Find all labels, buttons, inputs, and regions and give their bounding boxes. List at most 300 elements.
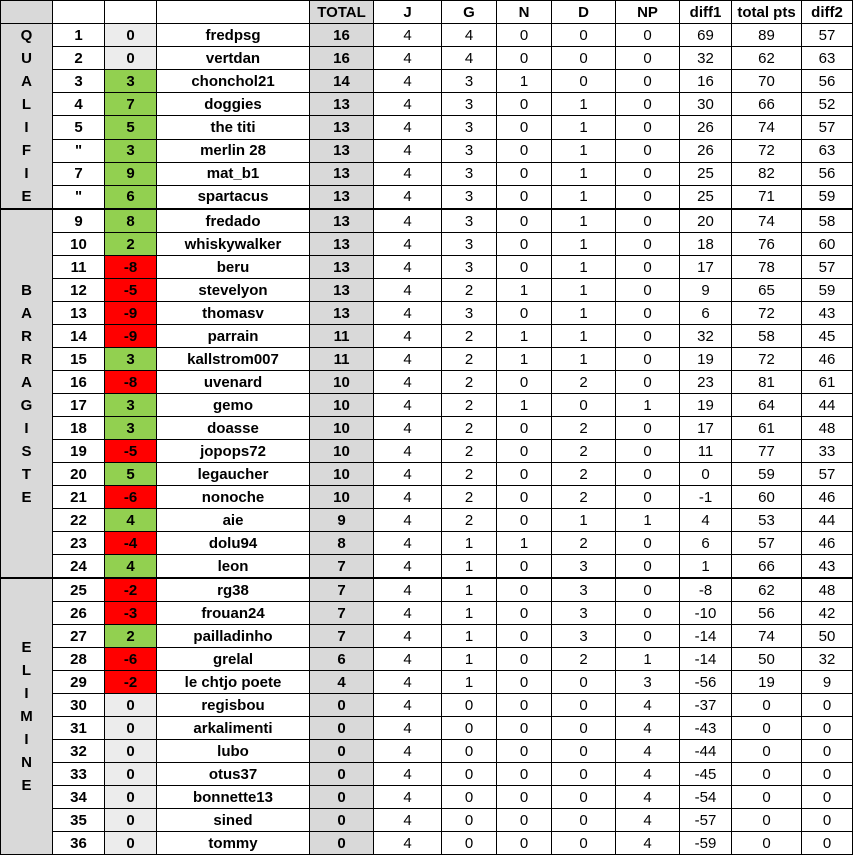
np-cell: 0	[616, 625, 680, 648]
d-cell: 0	[552, 47, 616, 70]
rank-cell: 33	[53, 763, 105, 786]
move-cell: 5	[105, 463, 157, 486]
diff1-cell: -56	[680, 671, 732, 694]
j-cell: 4	[374, 602, 442, 625]
player-name: fredpsg	[157, 24, 310, 47]
total-pts-cell: 62	[732, 47, 802, 70]
np-cell: 0	[616, 371, 680, 394]
d-cell: 1	[552, 209, 616, 233]
rank-cell: 35	[53, 809, 105, 832]
total-cell: 11	[310, 348, 374, 371]
g-cell: 3	[442, 93, 497, 116]
move-cell: 3	[105, 348, 157, 371]
header-total: TOTAL	[310, 1, 374, 24]
np-cell: 0	[616, 602, 680, 625]
np-cell: 0	[616, 555, 680, 579]
n-cell: 0	[497, 809, 552, 832]
diff1-cell: 6	[680, 532, 732, 555]
np-cell: 0	[616, 209, 680, 233]
n-cell: 0	[497, 578, 552, 602]
move-cell: -6	[105, 648, 157, 671]
total-cell: 0	[310, 763, 374, 786]
rank-cell: 2	[53, 47, 105, 70]
d-cell: 3	[552, 625, 616, 648]
total-cell: 10	[310, 440, 374, 463]
move-cell: -3	[105, 602, 157, 625]
player-name: regisbou	[157, 694, 310, 717]
n-cell: 0	[497, 602, 552, 625]
table-row	[1, 694, 853, 717]
section-letter: I	[24, 119, 29, 136]
j-cell: 4	[374, 832, 442, 855]
g-cell: 4	[442, 47, 497, 70]
table-row	[1, 532, 853, 555]
n-cell: 1	[497, 394, 552, 417]
np-cell: 0	[616, 578, 680, 602]
player-name: bonnette13	[157, 786, 310, 809]
move-cell: 2	[105, 233, 157, 256]
diff1-cell: -54	[680, 786, 732, 809]
diff2-cell: 48	[802, 417, 853, 440]
total-cell: 7	[310, 602, 374, 625]
total-pts-cell: 78	[732, 256, 802, 279]
total-cell: 13	[310, 209, 374, 233]
diff1-cell: 11	[680, 440, 732, 463]
player-name: dolu94	[157, 532, 310, 555]
np-cell: 0	[616, 233, 680, 256]
n-cell: 1	[497, 348, 552, 371]
np-cell: 4	[616, 740, 680, 763]
n-cell: 0	[497, 486, 552, 509]
diff2-cell: 57	[802, 24, 853, 47]
rank-cell: 23	[53, 532, 105, 555]
total-pts-cell: 70	[732, 70, 802, 93]
section-letter: L	[21, 662, 32, 679]
total-pts-cell: 57	[732, 532, 802, 555]
total-pts-cell: 61	[732, 417, 802, 440]
player-name: merlin 28	[157, 139, 310, 162]
g-cell: 2	[442, 417, 497, 440]
player-name: gemo	[157, 394, 310, 417]
total-cell: 0	[310, 694, 374, 717]
diff1-cell: 16	[680, 70, 732, 93]
table-row	[1, 279, 853, 302]
np-cell: 4	[616, 717, 680, 740]
np-cell: 0	[616, 279, 680, 302]
total-cell: 13	[310, 185, 374, 209]
header-d: D	[552, 1, 616, 24]
n-cell: 0	[497, 671, 552, 694]
section-letter: I	[24, 419, 29, 437]
player-name: kallstrom007	[157, 348, 310, 371]
total-cell: 4	[310, 671, 374, 694]
g-cell: 0	[442, 763, 497, 786]
move-cell: 0	[105, 47, 157, 70]
player-name: doggies	[157, 93, 310, 116]
d-cell: 1	[552, 509, 616, 532]
diff1-cell: 69	[680, 24, 732, 47]
n-cell: 0	[497, 24, 552, 47]
total-pts-cell: 81	[732, 371, 802, 394]
diff2-cell: 52	[802, 93, 853, 116]
total-pts-cell: 64	[732, 394, 802, 417]
g-cell: 3	[442, 209, 497, 233]
n-cell: 0	[497, 185, 552, 209]
table-row	[1, 162, 853, 185]
rank-cell: 10	[53, 233, 105, 256]
np-cell: 0	[616, 302, 680, 325]
np-cell: 0	[616, 486, 680, 509]
rank-cell: 31	[53, 717, 105, 740]
j-cell: 4	[374, 93, 442, 116]
header-g: G	[442, 1, 497, 24]
move-cell: -2	[105, 671, 157, 694]
j-cell: 4	[374, 371, 442, 394]
section-letter: L	[21, 96, 32, 113]
total-pts-cell: 50	[732, 648, 802, 671]
player-name: whiskywalker	[157, 233, 310, 256]
header-j: J	[374, 1, 442, 24]
table-row	[1, 417, 853, 440]
table-row	[1, 233, 853, 256]
d-cell: 1	[552, 139, 616, 162]
n-cell: 0	[497, 417, 552, 440]
np-cell: 3	[616, 671, 680, 694]
d-cell: 2	[552, 486, 616, 509]
d-cell: 0	[552, 694, 616, 717]
diff2-cell: 56	[802, 70, 853, 93]
player-name: beru	[157, 256, 310, 279]
total-pts-cell: 60	[732, 486, 802, 509]
n-cell: 1	[497, 532, 552, 555]
section-letter: I	[24, 165, 29, 182]
j-cell: 4	[374, 233, 442, 256]
j-cell: 4	[374, 648, 442, 671]
d-cell: 1	[552, 233, 616, 256]
move-cell: 3	[105, 394, 157, 417]
move-cell: 3	[105, 70, 157, 93]
total-pts-cell: 62	[732, 578, 802, 602]
diff1-cell: -45	[680, 763, 732, 786]
rank-cell: 14	[53, 325, 105, 348]
n-cell: 0	[497, 209, 552, 233]
rank-cell: 25	[53, 578, 105, 602]
rank-cell: 27	[53, 625, 105, 648]
n-cell: 0	[497, 440, 552, 463]
rank-cell: 7	[53, 162, 105, 185]
total-cell: 10	[310, 371, 374, 394]
n-cell: 0	[497, 233, 552, 256]
section-label	[1, 209, 53, 578]
diff2-cell: 61	[802, 371, 853, 394]
diff2-cell: 0	[802, 717, 853, 740]
total-pts-cell: 59	[732, 463, 802, 486]
np-cell: 0	[616, 325, 680, 348]
diff2-cell: 63	[802, 139, 853, 162]
diff1-cell: 25	[680, 162, 732, 185]
rank-cell: 22	[53, 509, 105, 532]
player-name: thomasv	[157, 302, 310, 325]
np-cell: 0	[616, 162, 680, 185]
section-label	[1, 578, 53, 855]
np-cell: 0	[616, 24, 680, 47]
g-cell: 2	[442, 394, 497, 417]
diff1-cell: 0	[680, 463, 732, 486]
diff1-cell: 20	[680, 209, 732, 233]
diff1-cell: -37	[680, 694, 732, 717]
player-name: le chtjo poete	[157, 671, 310, 694]
np-cell: 0	[616, 348, 680, 371]
section-letter: U	[21, 50, 32, 67]
move-cell: 0	[105, 694, 157, 717]
total-cell: 11	[310, 325, 374, 348]
diff1-cell: 17	[680, 256, 732, 279]
np-cell: 0	[616, 93, 680, 116]
total-pts-cell: 0	[732, 717, 802, 740]
player-name: otus37	[157, 763, 310, 786]
total-cell: 8	[310, 532, 374, 555]
player-name: rg38	[157, 578, 310, 602]
player-name: frouan24	[157, 602, 310, 625]
player-name: chonchol21	[157, 70, 310, 93]
total-pts-cell: 0	[732, 832, 802, 855]
diff2-cell: 46	[802, 348, 853, 371]
rank-cell: 5	[53, 116, 105, 139]
table-row	[1, 509, 853, 532]
total-cell: 13	[310, 233, 374, 256]
g-cell: 1	[442, 578, 497, 602]
j-cell: 4	[374, 394, 442, 417]
n-cell: 0	[497, 116, 552, 139]
d-cell: 2	[552, 417, 616, 440]
move-cell: 8	[105, 209, 157, 233]
player-name: grelal	[157, 648, 310, 671]
g-cell: 2	[442, 440, 497, 463]
table-row	[1, 763, 853, 786]
player-name: legaucher	[157, 463, 310, 486]
total-cell: 10	[310, 486, 374, 509]
total-pts-cell: 56	[732, 602, 802, 625]
rank-cell: 36	[53, 832, 105, 855]
d-cell: 0	[552, 809, 616, 832]
n-cell: 0	[497, 740, 552, 763]
diff2-cell: 57	[802, 256, 853, 279]
d-cell: 0	[552, 740, 616, 763]
total-pts-cell: 0	[732, 763, 802, 786]
total-pts-cell: 74	[732, 625, 802, 648]
total-cell: 10	[310, 394, 374, 417]
n-cell: 0	[497, 625, 552, 648]
rank-cell: 29	[53, 671, 105, 694]
d-cell: 1	[552, 162, 616, 185]
np-cell: 0	[616, 47, 680, 70]
section-letter: A	[21, 73, 32, 90]
total-cell: 13	[310, 256, 374, 279]
d-cell: 2	[552, 371, 616, 394]
rank-cell: 3	[53, 70, 105, 93]
np-cell: 0	[616, 532, 680, 555]
total-pts-cell: 74	[732, 116, 802, 139]
table-row	[1, 394, 853, 417]
n-cell: 0	[497, 555, 552, 579]
diff2-cell: 0	[802, 694, 853, 717]
total-pts-cell: 89	[732, 24, 802, 47]
np-cell: 0	[616, 463, 680, 486]
diff2-cell: 0	[802, 763, 853, 786]
j-cell: 4	[374, 325, 442, 348]
d-cell: 1	[552, 348, 616, 371]
g-cell: 3	[442, 139, 497, 162]
total-pts-cell: 72	[732, 139, 802, 162]
diff1-cell: 26	[680, 116, 732, 139]
diff1-cell: -44	[680, 740, 732, 763]
player-name: nonoche	[157, 486, 310, 509]
header-row	[1, 1, 853, 24]
move-cell: 0	[105, 763, 157, 786]
table-row	[1, 256, 853, 279]
total-pts-cell: 72	[732, 302, 802, 325]
rank-cell: 34	[53, 786, 105, 809]
rank-cell: 28	[53, 648, 105, 671]
rank-cell: 18	[53, 417, 105, 440]
j-cell: 4	[374, 139, 442, 162]
d-cell: 3	[552, 578, 616, 602]
j-cell: 4	[374, 302, 442, 325]
move-cell: 5	[105, 116, 157, 139]
total-cell: 10	[310, 417, 374, 440]
d-cell: 0	[552, 394, 616, 417]
table-row	[1, 832, 853, 855]
header-diff1: diff1	[680, 1, 732, 24]
section-letter: M	[20, 708, 33, 725]
d-cell: 0	[552, 763, 616, 786]
j-cell: 4	[374, 625, 442, 648]
move-cell: 0	[105, 717, 157, 740]
j-cell: 4	[374, 509, 442, 532]
rank-cell: 26	[53, 602, 105, 625]
player-name: lubo	[157, 740, 310, 763]
total-cell: 7	[310, 578, 374, 602]
j-cell: 4	[374, 694, 442, 717]
diff1-cell: 18	[680, 233, 732, 256]
j-cell: 4	[374, 279, 442, 302]
total-pts-cell: 77	[732, 440, 802, 463]
total-pts-cell: 72	[732, 348, 802, 371]
section-letter: R	[21, 350, 32, 368]
diff2-cell: 63	[802, 47, 853, 70]
section-letter: T	[21, 465, 32, 483]
total-cell: 0	[310, 717, 374, 740]
diff1-cell: 1	[680, 555, 732, 579]
move-cell: 3	[105, 417, 157, 440]
table-row	[1, 648, 853, 671]
move-cell: -8	[105, 256, 157, 279]
total-pts-cell: 76	[732, 233, 802, 256]
j-cell: 4	[374, 463, 442, 486]
g-cell: 2	[442, 486, 497, 509]
header-blank-rank	[53, 1, 105, 24]
n-cell: 0	[497, 717, 552, 740]
diff1-cell: 32	[680, 47, 732, 70]
total-cell: 13	[310, 162, 374, 185]
diff2-cell: 60	[802, 233, 853, 256]
total-pts-cell: 65	[732, 279, 802, 302]
j-cell: 4	[374, 440, 442, 463]
header-n: N	[497, 1, 552, 24]
diff2-cell: 45	[802, 325, 853, 348]
diff1-cell: 19	[680, 394, 732, 417]
g-cell: 0	[442, 786, 497, 809]
table-row	[1, 325, 853, 348]
move-cell: -5	[105, 279, 157, 302]
j-cell: 4	[374, 740, 442, 763]
table-row	[1, 671, 853, 694]
rank-cell: "	[53, 139, 105, 162]
section-letter: E	[21, 639, 32, 656]
j-cell: 4	[374, 809, 442, 832]
table-row	[1, 740, 853, 763]
diff1-cell: 26	[680, 139, 732, 162]
total-pts-cell: 74	[732, 209, 802, 233]
table-row	[1, 625, 853, 648]
diff2-cell: 43	[802, 555, 853, 579]
standings-body	[1, 1, 853, 855]
table-row	[1, 602, 853, 625]
header-blank-move	[105, 1, 157, 24]
j-cell: 4	[374, 555, 442, 579]
table-row	[1, 185, 853, 209]
table-row	[1, 371, 853, 394]
move-cell: 6	[105, 185, 157, 209]
n-cell: 0	[497, 832, 552, 855]
d-cell: 1	[552, 256, 616, 279]
rank-cell: 9	[53, 209, 105, 233]
table-row	[1, 209, 853, 233]
header-diff2: diff2	[802, 1, 853, 24]
player-name: doasse	[157, 417, 310, 440]
np-cell: 0	[616, 256, 680, 279]
n-cell: 0	[497, 302, 552, 325]
move-cell: 4	[105, 555, 157, 579]
g-cell: 0	[442, 717, 497, 740]
n-cell: 0	[497, 763, 552, 786]
move-cell: -6	[105, 486, 157, 509]
table-row	[1, 486, 853, 509]
j-cell: 4	[374, 417, 442, 440]
total-cell: 0	[310, 740, 374, 763]
section-label	[1, 24, 53, 210]
section-letter: G	[20, 396, 33, 414]
total-cell: 13	[310, 302, 374, 325]
g-cell: 0	[442, 694, 497, 717]
np-cell: 0	[616, 116, 680, 139]
move-cell: -5	[105, 440, 157, 463]
move-cell: 3	[105, 139, 157, 162]
diff2-cell: 59	[802, 185, 853, 209]
np-cell: 1	[616, 509, 680, 532]
player-name: spartacus	[157, 185, 310, 209]
move-cell: -9	[105, 302, 157, 325]
n-cell: 0	[497, 786, 552, 809]
table-row	[1, 786, 853, 809]
rank-cell: 16	[53, 371, 105, 394]
diff2-cell: 0	[802, 809, 853, 832]
table-row	[1, 302, 853, 325]
total-cell: 13	[310, 279, 374, 302]
g-cell: 3	[442, 256, 497, 279]
d-cell: 0	[552, 671, 616, 694]
g-cell: 1	[442, 555, 497, 579]
